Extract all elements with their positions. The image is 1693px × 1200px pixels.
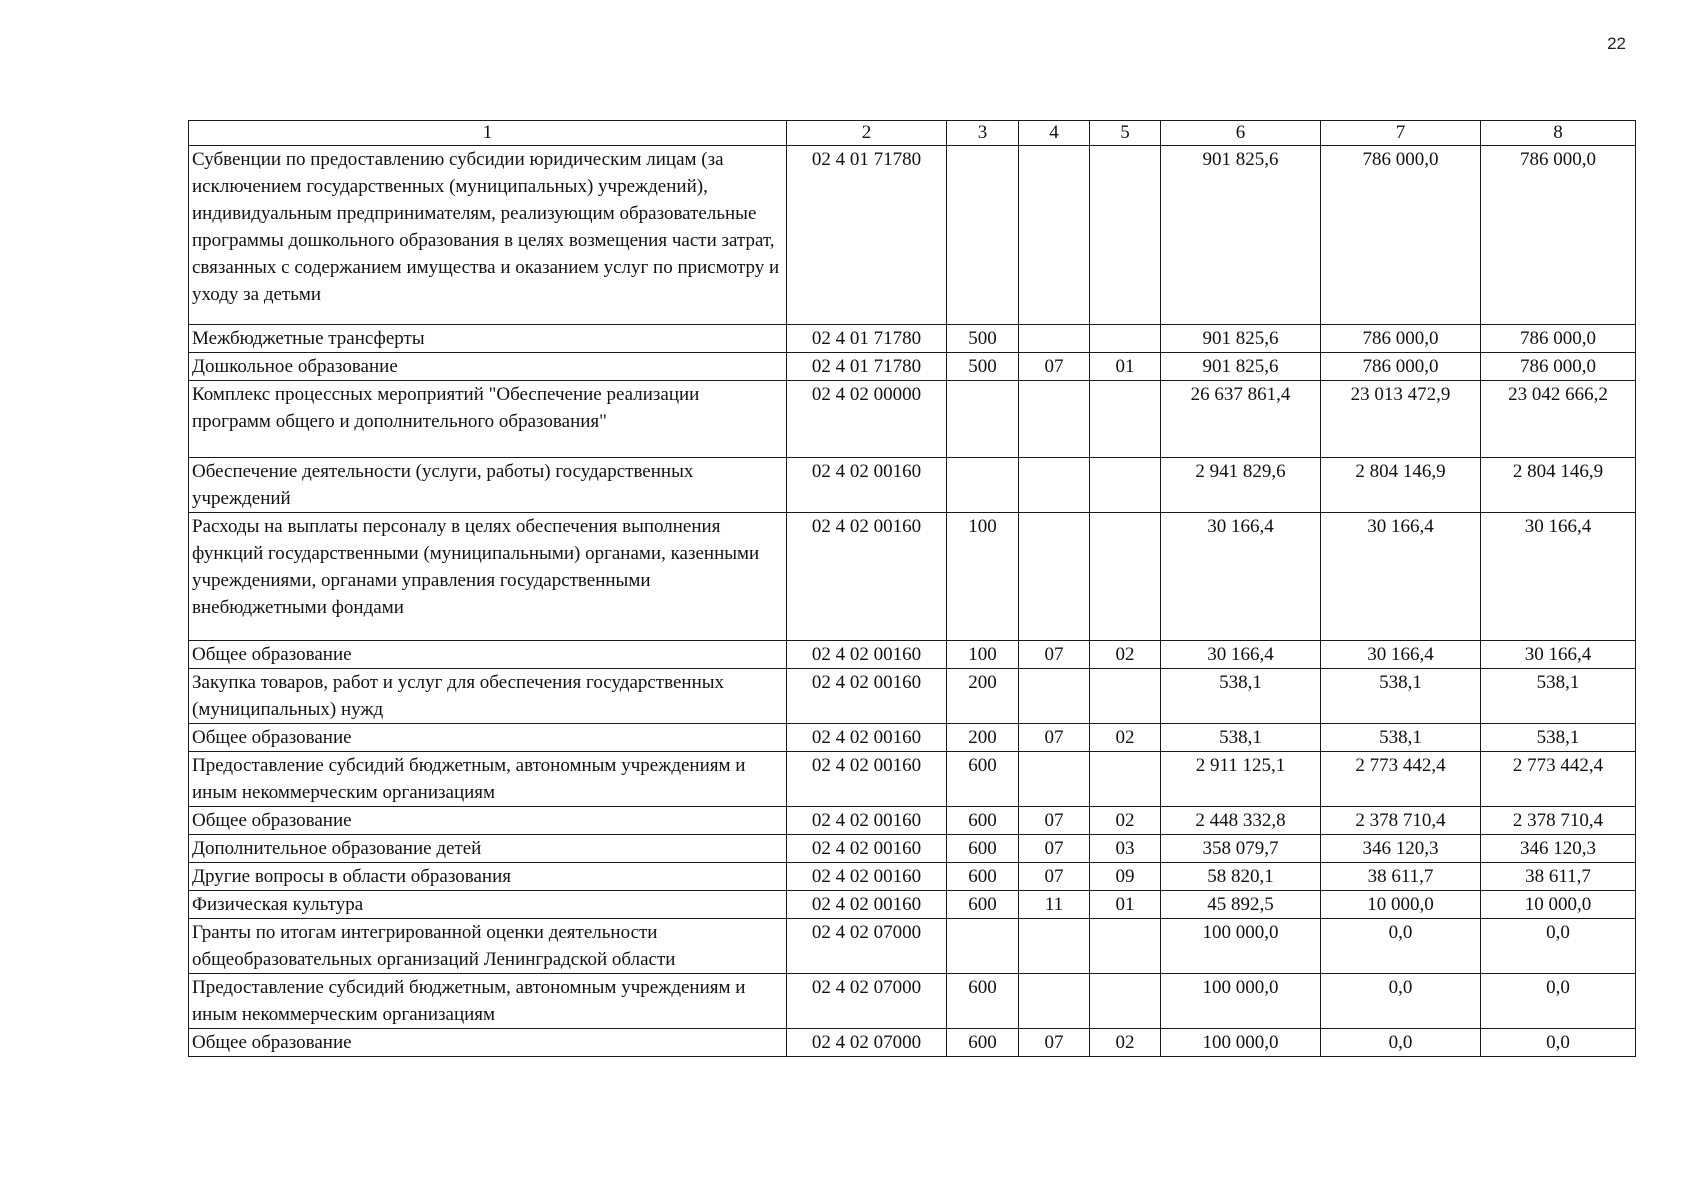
cell-amount-1: 901 825,6 (1161, 146, 1321, 325)
cell-name: Предоставление субсидий бюджетным, автономным учреждениям и иным некоммерческим организациям (189, 752, 787, 807)
header-cell-3: 3 (947, 121, 1019, 146)
cell-amount-3: 2 773 442,4 (1481, 752, 1636, 807)
cell-amount-3: 38 611,7 (1481, 863, 1636, 891)
cell-pr: 01 (1090, 353, 1161, 381)
cell-amount-1: 100 000,0 (1161, 919, 1321, 974)
table-row (189, 458, 1636, 513)
cell-amount-2: 38 611,7 (1321, 863, 1481, 891)
cell-amount-2: 30 166,4 (1321, 513, 1481, 641)
header-cell-6: 6 (1161, 121, 1321, 146)
cell-amount-2: 786 000,0 (1321, 146, 1481, 325)
table-row (189, 381, 1636, 458)
cell-amount-1: 26 637 861,4 (1161, 381, 1321, 458)
cell-name: Физическая культура (189, 891, 787, 919)
cell-pr (1090, 513, 1161, 641)
cell-name: Общее образование (189, 1029, 787, 1057)
table-row (189, 974, 1636, 1029)
cell-amount-1: 2 911 125,1 (1161, 752, 1321, 807)
table-row (189, 752, 1636, 807)
table-row (189, 325, 1636, 353)
cell-code: 02 4 02 00000 (787, 381, 947, 458)
cell-vr: 600 (947, 863, 1019, 891)
header-cell-7: 7 (1321, 121, 1481, 146)
cell-amount-2: 2 804 146,9 (1321, 458, 1481, 513)
cell-rz: 07 (1019, 835, 1090, 863)
cell-amount-1: 58 820,1 (1161, 863, 1321, 891)
cell-vr (947, 919, 1019, 974)
cell-name: Другие вопросы в области образования (189, 863, 787, 891)
cell-vr: 200 (947, 724, 1019, 752)
header-cell-8: 8 (1481, 121, 1636, 146)
cell-amount-2: 538,1 (1321, 724, 1481, 752)
cell-code: 02 4 02 00160 (787, 669, 947, 724)
cell-rz (1019, 919, 1090, 974)
cell-pr (1090, 669, 1161, 724)
cell-vr: 600 (947, 835, 1019, 863)
cell-amount-2: 30 166,4 (1321, 641, 1481, 669)
cell-vr: 600 (947, 891, 1019, 919)
cell-pr: 02 (1090, 724, 1161, 752)
cell-rz (1019, 146, 1090, 325)
table-row (189, 724, 1636, 752)
cell-vr: 100 (947, 641, 1019, 669)
table-row (189, 513, 1636, 641)
cell-amount-2: 786 000,0 (1321, 325, 1481, 353)
cell-pr (1090, 752, 1161, 807)
cell-code: 02 4 02 00160 (787, 641, 947, 669)
cell-amount-3: 538,1 (1481, 669, 1636, 724)
cell-name: Комплекс процессных мероприятий "Обеспечение реализации программ общего и дополнительного образования" (189, 381, 787, 458)
cell-code: 02 4 01 71780 (787, 146, 947, 325)
cell-pr: 02 (1090, 807, 1161, 835)
cell-rz: 11 (1019, 891, 1090, 919)
cell-amount-3: 346 120,3 (1481, 835, 1636, 863)
cell-code: 02 4 02 00160 (787, 724, 947, 752)
cell-name: Общее образование (189, 807, 787, 835)
table-row (189, 891, 1636, 919)
cell-amount-1: 538,1 (1161, 724, 1321, 752)
cell-amount-1: 2 448 332,8 (1161, 807, 1321, 835)
cell-vr (947, 146, 1019, 325)
cell-code: 02 4 02 07000 (787, 1029, 947, 1057)
cell-rz (1019, 381, 1090, 458)
cell-pr: 03 (1090, 835, 1161, 863)
cell-name: Общее образование (189, 724, 787, 752)
cell-amount-3: 0,0 (1481, 919, 1636, 974)
cell-pr (1090, 146, 1161, 325)
cell-amount-1: 538,1 (1161, 669, 1321, 724)
cell-amount-2: 0,0 (1321, 974, 1481, 1029)
cell-amount-3: 786 000,0 (1481, 146, 1636, 325)
table-row (189, 919, 1636, 974)
table-row (189, 146, 1636, 325)
cell-vr: 200 (947, 669, 1019, 724)
cell-amount-2: 786 000,0 (1321, 353, 1481, 381)
cell-rz (1019, 513, 1090, 641)
cell-vr: 500 (947, 325, 1019, 353)
cell-name: Обеспечение деятельности (услуги, работы) государственных учреждений (189, 458, 787, 513)
cell-amount-3: 538,1 (1481, 724, 1636, 752)
cell-vr: 500 (947, 353, 1019, 381)
cell-pr (1090, 381, 1161, 458)
table-body (189, 121, 1636, 1057)
cell-rz (1019, 458, 1090, 513)
cell-vr: 600 (947, 752, 1019, 807)
cell-pr (1090, 325, 1161, 353)
cell-amount-2: 0,0 (1321, 919, 1481, 974)
cell-name: Дошкольное образование (189, 353, 787, 381)
cell-pr (1090, 458, 1161, 513)
cell-vr: 600 (947, 974, 1019, 1029)
cell-name: Межбюджетные трансферты (189, 325, 787, 353)
cell-amount-2: 0,0 (1321, 1029, 1481, 1057)
cell-name: Общее образование (189, 641, 787, 669)
cell-amount-1: 45 892,5 (1161, 891, 1321, 919)
cell-amount-2: 10 000,0 (1321, 891, 1481, 919)
cell-amount-1: 901 825,6 (1161, 353, 1321, 381)
cell-code: 02 4 02 00160 (787, 458, 947, 513)
cell-code: 02 4 02 00160 (787, 807, 947, 835)
header-cell-5: 5 (1090, 121, 1161, 146)
cell-rz: 07 (1019, 1029, 1090, 1057)
cell-code: 02 4 02 00160 (787, 863, 947, 891)
cell-amount-1: 100 000,0 (1161, 974, 1321, 1029)
table-row (189, 835, 1636, 863)
cell-rz (1019, 325, 1090, 353)
cell-amount-1: 100 000,0 (1161, 1029, 1321, 1057)
cell-amount-3: 0,0 (1481, 1029, 1636, 1057)
cell-vr: 100 (947, 513, 1019, 641)
cell-amount-3: 2 804 146,9 (1481, 458, 1636, 513)
cell-amount-2: 23 013 472,9 (1321, 381, 1481, 458)
cell-code: 02 4 02 07000 (787, 974, 947, 1029)
cell-pr: 09 (1090, 863, 1161, 891)
header-cell-4: 4 (1019, 121, 1090, 146)
cell-rz: 07 (1019, 863, 1090, 891)
cell-code: 02 4 01 71780 (787, 353, 947, 381)
cell-code: 02 4 01 71780 (787, 325, 947, 353)
table-row (189, 807, 1636, 835)
cell-amount-3: 30 166,4 (1481, 641, 1636, 669)
table-row (189, 669, 1636, 724)
cell-rz: 07 (1019, 724, 1090, 752)
cell-name: Дополнительное образование детей (189, 835, 787, 863)
cell-pr (1090, 919, 1161, 974)
table-row (189, 353, 1636, 381)
cell-pr: 02 (1090, 641, 1161, 669)
cell-vr: 600 (947, 1029, 1019, 1057)
cell-code: 02 4 02 00160 (787, 513, 947, 641)
cell-amount-3: 2 378 710,4 (1481, 807, 1636, 835)
cell-code: 02 4 02 00160 (787, 752, 947, 807)
cell-rz (1019, 974, 1090, 1029)
budget-table (188, 120, 1636, 1057)
cell-amount-2: 2 378 710,4 (1321, 807, 1481, 835)
header-row (189, 121, 1636, 146)
cell-amount-1: 30 166,4 (1161, 641, 1321, 669)
header-cell-2: 2 (787, 121, 947, 146)
cell-name: Гранты по итогам интегрированной оценки деятельности общеобразовательных организаций Ленинградской области (189, 919, 787, 974)
cell-amount-3: 23 042 666,2 (1481, 381, 1636, 458)
cell-vr (947, 381, 1019, 458)
cell-pr (1090, 974, 1161, 1029)
cell-name: Субвенции по предоставлению субсидии юридическим лицам (за исключением государственных (муниципальных) учреждений), индивидуальным предпринимателям, реализующим образовательные программы дошкольного образования в целях возмещения части затрат, связанных с содержанием имущества и оказанием услуг по присмотру и уходу за детьми (189, 146, 787, 325)
cell-amount-1: 2 941 829,6 (1161, 458, 1321, 513)
cell-code: 02 4 02 00160 (787, 835, 947, 863)
cell-amount-2: 2 773 442,4 (1321, 752, 1481, 807)
table-row (189, 641, 1636, 669)
cell-rz: 07 (1019, 353, 1090, 381)
cell-name: Предоставление субсидий бюджетным, автономным учреждениям и иным некоммерческим организациям (189, 974, 787, 1029)
cell-name: Расходы на выплаты персоналу в целях обеспечения выполнения функций государственными (муниципальными) органами, казенными учреждениями, органами управления государственными внебюджетными фондами (189, 513, 787, 641)
cell-rz: 07 (1019, 641, 1090, 669)
header-cell-1: 1 (189, 121, 787, 146)
cell-amount-1: 30 166,4 (1161, 513, 1321, 641)
cell-amount-1: 901 825,6 (1161, 325, 1321, 353)
cell-code: 02 4 02 07000 (787, 919, 947, 974)
cell-rz (1019, 669, 1090, 724)
cell-amount-3: 0,0 (1481, 974, 1636, 1029)
cell-amount-3: 786 000,0 (1481, 325, 1636, 353)
cell-vr (947, 458, 1019, 513)
cell-rz (1019, 752, 1090, 807)
table-row (189, 1029, 1636, 1057)
cell-amount-3: 10 000,0 (1481, 891, 1636, 919)
cell-vr: 600 (947, 807, 1019, 835)
cell-rz: 07 (1019, 807, 1090, 835)
cell-amount-3: 30 166,4 (1481, 513, 1636, 641)
table-row (189, 863, 1636, 891)
cell-name: Закупка товаров, работ и услуг для обеспечения государственных (муниципальных) нужд (189, 669, 787, 724)
cell-pr: 02 (1090, 1029, 1161, 1057)
cell-amount-1: 358 079,7 (1161, 835, 1321, 863)
cell-amount-2: 538,1 (1321, 669, 1481, 724)
cell-pr: 01 (1090, 891, 1161, 919)
page-number: 22 (1607, 34, 1626, 53)
cell-amount-3: 786 000,0 (1481, 353, 1636, 381)
cell-code: 02 4 02 00160 (787, 891, 947, 919)
cell-amount-2: 346 120,3 (1321, 835, 1481, 863)
